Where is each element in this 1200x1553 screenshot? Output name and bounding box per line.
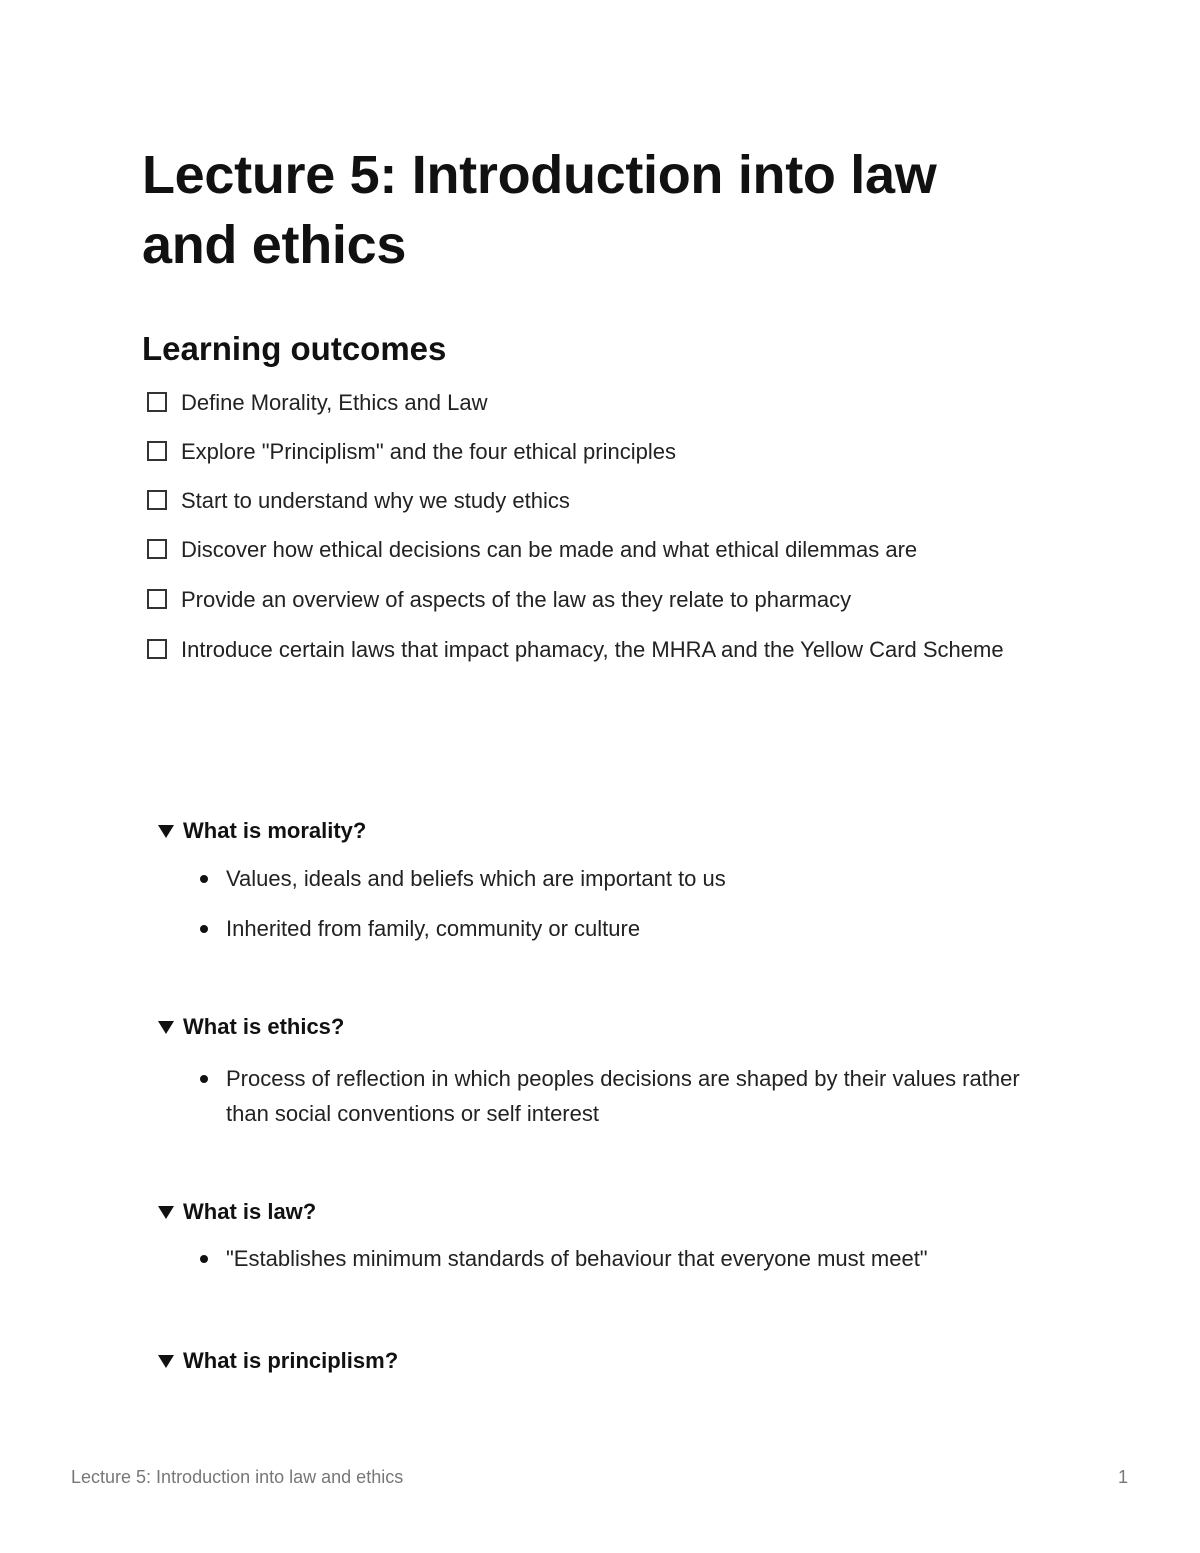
todo-item-text: Start to understand why we study ethics <box>181 488 570 513</box>
todo-item-text: Introduce certain laws that impact phamacy, the MHRA and the Yellow Card Scheme <box>181 637 1004 662</box>
toggle-block-morality <box>158 816 1038 946</box>
toggle-heading-text: What is ethics? <box>183 1014 345 1039</box>
toggle-header[interactable] <box>158 1197 1038 1227</box>
toggle-header[interactable] <box>158 1012 1038 1042</box>
page-title: Lecture 5: Introduction into law and ethics <box>142 145 937 275</box>
bullet-dot-icon <box>200 875 208 883</box>
footer-page-number: 1 <box>1118 1467 1129 1487</box>
list-item <box>226 1241 1026 1276</box>
checkbox-unchecked-icon[interactable] <box>147 589 167 609</box>
bullet-dot-icon <box>200 1075 208 1083</box>
checkbox-unchecked-icon[interactable] <box>147 490 167 510</box>
toggle-block-law <box>158 1197 1038 1276</box>
toggle-heading-text: What is morality? <box>183 818 367 843</box>
todo-item <box>145 385 1025 420</box>
list-item <box>226 911 1026 946</box>
todo-item-text: Explore "Principlism" and the four ethical principles <box>181 439 676 464</box>
todo-item <box>145 532 1025 567</box>
toggle-block-principlism <box>158 1346 1038 1376</box>
todo-item-text: Define Morality, Ethics and Law <box>181 390 488 415</box>
checkbox-unchecked-icon[interactable] <box>147 639 167 659</box>
toggle-heading-text: What is law? <box>183 1199 317 1224</box>
list-item <box>226 1061 1026 1131</box>
triangle-down-icon[interactable] <box>158 1355 174 1368</box>
checkbox-unchecked-icon[interactable] <box>147 539 167 559</box>
footer-document-title: Lecture 5: Introduction into law and ethics <box>71 1467 404 1487</box>
list-item-text: Values, ideals and beliefs which are important to us <box>226 866 726 891</box>
todo-item <box>145 483 1025 518</box>
checkbox-unchecked-icon[interactable] <box>147 392 167 412</box>
toggle-header[interactable] <box>158 1346 1038 1376</box>
list-item-text: Process of reflection in which peoples decisions are shaped by their values rather than social conventions or self interest <box>226 1066 1020 1126</box>
list-item <box>226 861 1026 896</box>
toggle-heading-text: What is principlism? <box>183 1348 399 1373</box>
learning-outcomes-heading: Learning outcomes <box>142 330 447 367</box>
toggle-header[interactable] <box>158 816 1038 846</box>
list-item-text: "Establishes minimum standards of behaviour that everyone must meet" <box>226 1246 928 1271</box>
triangle-down-icon[interactable] <box>158 825 174 838</box>
todo-item <box>145 632 1005 667</box>
bullet-dot-icon <box>200 1255 208 1263</box>
toggle-block-ethics <box>158 1012 1038 1131</box>
bullet-dot-icon <box>200 925 208 933</box>
checkbox-unchecked-icon[interactable] <box>147 441 167 461</box>
todo-item <box>145 434 1025 469</box>
triangle-down-icon[interactable] <box>158 1206 174 1219</box>
list-item-text: Inherited from family, community or culture <box>226 916 641 941</box>
todo-item-text: Discover how ethical decisions can be made and what ethical dilemmas are <box>181 537 918 562</box>
todo-item <box>145 582 1025 617</box>
triangle-down-icon[interactable] <box>158 1021 174 1034</box>
todo-item-text: Provide an overview of aspects of the law as they relate to pharmacy <box>181 587 852 612</box>
